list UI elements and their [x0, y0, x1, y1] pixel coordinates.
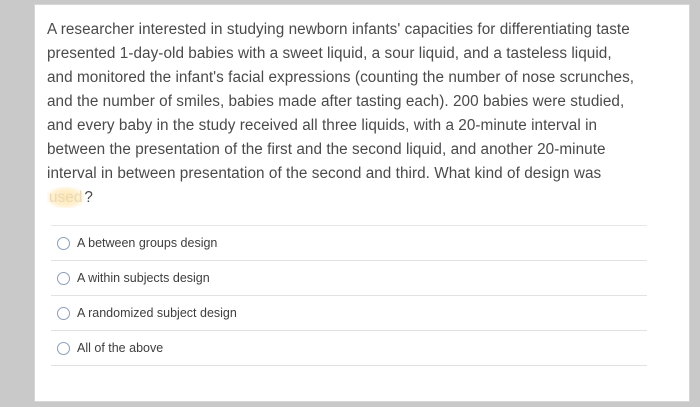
question-mark: ?: [84, 189, 93, 206]
option-label: A between groups design: [77, 236, 218, 250]
answer-option-within-subjects[interactable]: [51, 260, 647, 295]
question-card: [34, 4, 690, 402]
question-highlighted-word: used: [49, 189, 83, 206]
option-label: All of the above: [77, 341, 164, 355]
answer-option-between-groups[interactable]: [51, 225, 647, 260]
option-label: A randomized subject design: [77, 306, 237, 320]
answer-options: [51, 225, 647, 366]
option-label: A within subjects design: [77, 271, 210, 285]
radio-button-icon[interactable]: [57, 342, 70, 355]
answer-option-randomized-subject[interactable]: [51, 295, 647, 330]
options-bottom-divider: [51, 365, 647, 366]
question-main-text: A researcher interested in studying newborn infants' capacities for differentiating taste presented 1-day-old babies with a sweet liquid, a sour liquid, and a tasteless liquid, and monitored the infant's facial expressions (counting the number of nose scrunches, and the number of smiles, babies made after tasting each). 200 babies were studied, and every baby in the study received all three liquids, with a 20-minute interval in between the presentation of the first and the second liquid, and another 20-minute interval in between presentation of the second and third. What kind of design was: [47, 21, 635, 182]
question-text: [47, 18, 639, 210]
radio-button-icon[interactable]: [57, 272, 70, 285]
answer-option-all-of-the-above[interactable]: [51, 330, 647, 365]
radio-button-icon[interactable]: [57, 307, 70, 320]
radio-button-icon[interactable]: [57, 237, 70, 250]
